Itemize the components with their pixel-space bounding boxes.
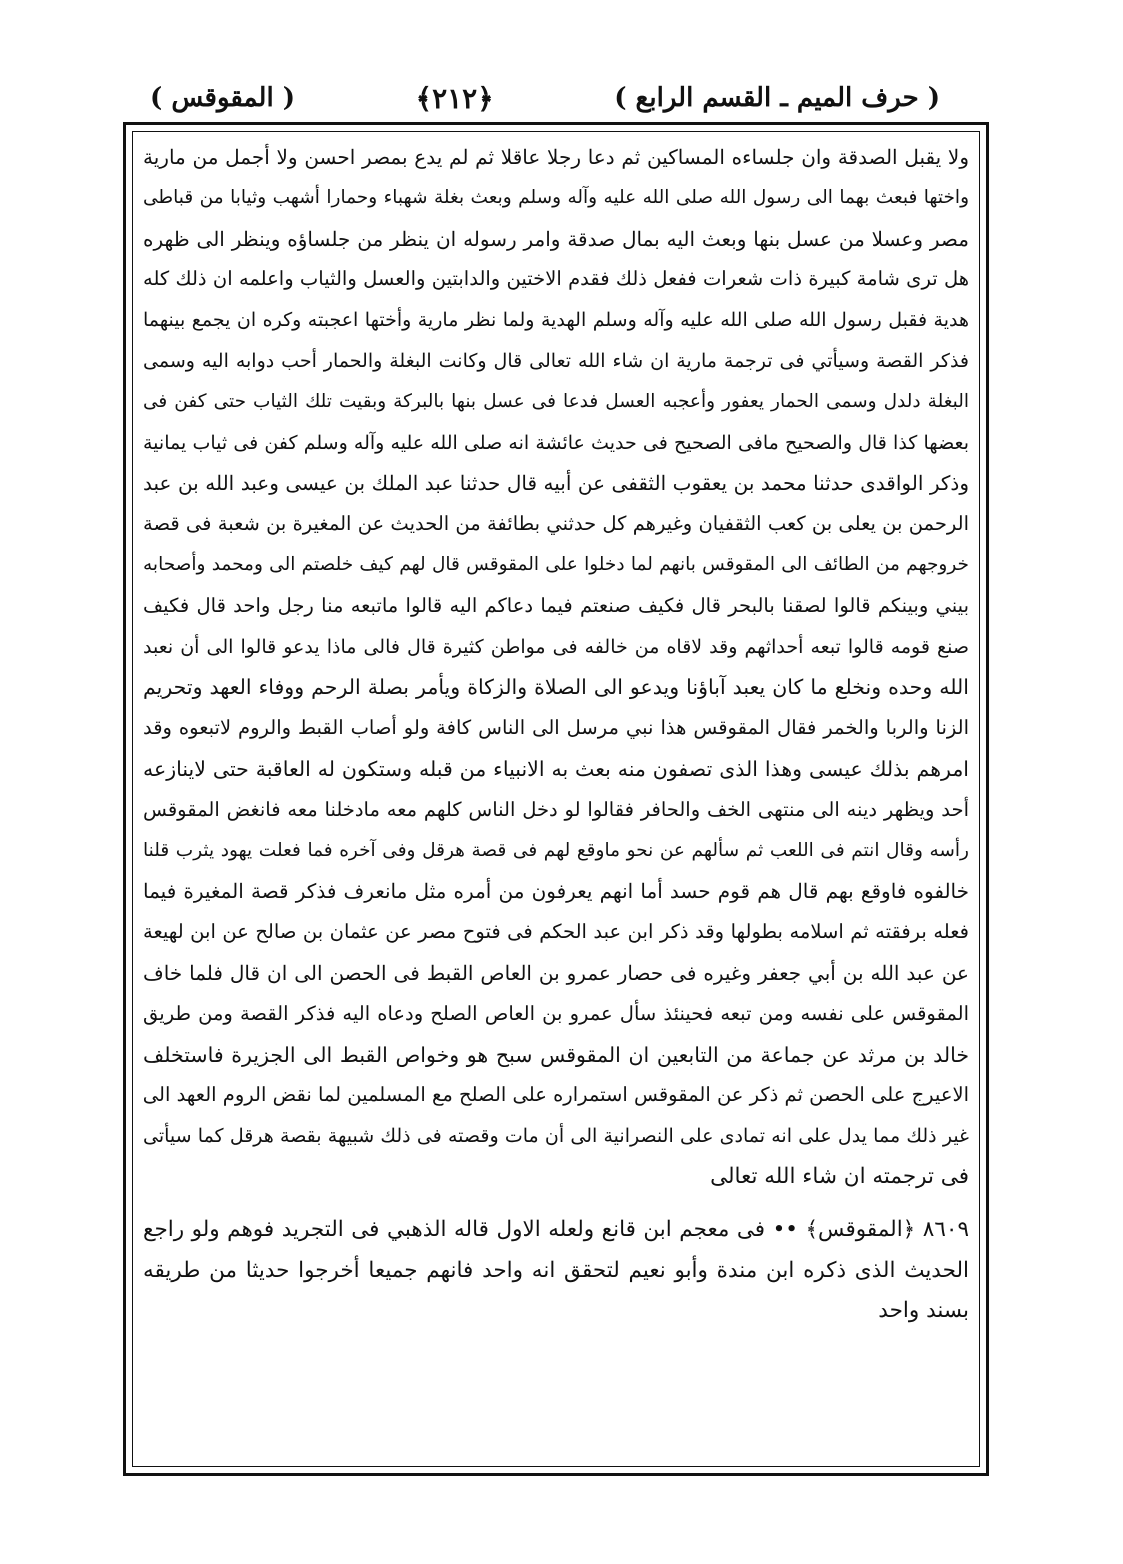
text-line: المقوقس على نفسه ومن تبعه فحينئذ سأل عمرو بن العاص الصلح ودعاه اليه فذكر القصة ومن طريق (143, 1001, 969, 1025)
text-line: ولا يقبل الصدقة وان جلساءه المساكين ثم دعا رجلا عاقلا ثم لم يدع بمصر احسن ولا أجمل من مارية (143, 145, 969, 169)
entry-name: ( المقوقس ) (150, 83, 296, 113)
text-line: امرهم بذلك عيسى وهذا الذى تصفون منه بعث به الانبياء من قبله وستكون له العاقبة حتى لاينازعه (143, 756, 969, 781)
text-line: هل ترى شامة كبيرة ذات شعرات ففعل ذلك فقدم الاختين والدابتين والعسل والثياب واعلمه ان ذلك كله (143, 267, 969, 291)
text-line: فعله برفقته ثم اسلامه بطولها وقد ذكر ابن عبد الحكم فى فتوح مصر عن عثمان بن صالح عن ابن لهيعة (143, 920, 969, 944)
text-line: عن عبد الله بن أبي جعفر وغيره فى حصار عمرو بن العاص القبط فى الحصن الى ان قال فلما خاف (143, 960, 969, 985)
text-line: غير ذلك مما يدل على انه تمادى على النصرانية الى أن مات وقصته فى ذلك شبيهة بقصة هرقل كما سيأتى (143, 1125, 969, 1148)
page-number: ﴿٢١٢﴾ (415, 81, 494, 115)
text-line: هدية فقبل رسول الله صلى الله عليه وآله وسلم الهدية ولما نظر مارية وأختها اعجبته وكره ان يجمع بينهما (143, 309, 969, 332)
chapter-title: ( حرف الميم ـ القسم الرابع ) (614, 83, 940, 113)
text-line: خالفوه فاوقع بهم قال هم قوم حسد أما انهم يعرفون من أمره مثل مانعرف فذكر قصة المغيرة فيما (143, 879, 969, 904)
text-line: فذكر القصة وسيأتي فى ترجمة مارية ان شاء الله تعالى قال وكانت البغلة والحمار أحب دوابه اليه وسمى (143, 349, 969, 372)
text-line: خالد بن مرثد عن جماعة من التابعين ان المقوقس سبح هو وخواص القبط الى الجزيرة فاستخلف (143, 1042, 969, 1067)
paragraph-1 (143, 137, 969, 1198)
text-line: ٨٦٠٩ ﴿المقوقس﴾ •• فى معجم ابن قانع ولعله الاول قاله الذهبي فى التجريد فوهم ولو راجع (143, 1216, 969, 1242)
page-border-frame (123, 122, 989, 1476)
text-line: رأسه وقال انتم فى اللعب ثم سألهم عن نحو ماوقع لهم فى قصة هرقل وفى آخره فما فعلت يهود يثرب قلنا (143, 839, 969, 861)
page-header (150, 74, 940, 122)
text-line: خروجهم من الطائف الى المقوقس بانهم لما دخلوا على المقوقس قال لهم كيف خلصتم الى ومحمد وأصحابه (143, 553, 969, 575)
text-line: بيني وبينكم قالوا لصقنا بالبحر قال فكيف صنعتم فيما دعاكم اليه قالوا ماتبعه منا رجل واحد قال فكيف (143, 593, 969, 617)
text-line: فى ترجمته ان شاء الله تعالى (710, 1163, 969, 1189)
text-line: مصر وعسلا من عسل بنها وبعث اليه بمال صدقة وامر رسوله ان ينظر من جلساؤه وينظر الى ظهره (143, 226, 969, 251)
main-text (143, 137, 969, 1332)
text-line: الزنا والربا والخمر فقال المقوقس هذا نبي مرسل الى الناس كافة ولو أصاب القبط والروم لاتبعوه وقد (143, 716, 969, 740)
text-line: واختها فبعث بهما الى رسول الله صلى الله عليه وآله وسلم وبعث بغلة شهباء وحمارا أشهب وثيابا من قباطى (143, 186, 969, 208)
text-line: صنع قومه قالوا تبعه أحداثهم وقد لاقاه من خالفه فى مواطن كثيرة قال فالى ماذا يدعو قالوا الى أن نعبد (143, 635, 969, 658)
text-line: الرحمن بن يعلى بن كعب الثقفيان وغيرهم كل حدثني بطائفة من الحديث عن المغيرة بن شعبة فى قصة (143, 512, 969, 536)
paragraph-2-entry-8609 (143, 1210, 969, 1332)
text-line: الله وحده ونخلع ما كان يعبد آباؤنا ويدعو الى الصلاة والزكاة ويأمر بصلة الرحم ووفاء العهد وتحريم (143, 675, 969, 700)
text-line: البغلة دلدل وسمى الحمار يعفور وأعجبه العسل فدعا فى عسل بنها بالبركة وبقيت تلك الثياب حتى كفن فى (143, 390, 969, 412)
text-line: الحديث الذى ذكره ابن مندة وأبو نعيم لتحقق انه واحد فانهم جميعا أخرجوا حديثا من طريقه (143, 1257, 969, 1283)
paragraph-gap (143, 1198, 969, 1210)
text-line: بسند واحد (878, 1298, 969, 1324)
text-line: بعضها كذا قال والصحيح مافى الصحيح فى حديث عائشة انه صلى الله عليه وآله وسلم كفن فى ثياب يمانية (143, 431, 969, 454)
text-line: أحد ويظهر دينه الى منتهى الخف والحافر فقالوا لو دخل الناس كلهم معه مادخلنا معه فانغض المقوقس (143, 797, 969, 821)
text-line: وذكر الواقدى حدثنا محمد بن يعقوب الثقفى عن أبيه قال حدثنا عبد الملك بن عيسى وعبد الله بن عبد (143, 471, 969, 496)
text-line: الاعيرج على الحصن ثم ذكر عن المقوقس استمراره على الصلح مع المسلمين لما نقض الروم العهد الى (143, 1083, 969, 1107)
